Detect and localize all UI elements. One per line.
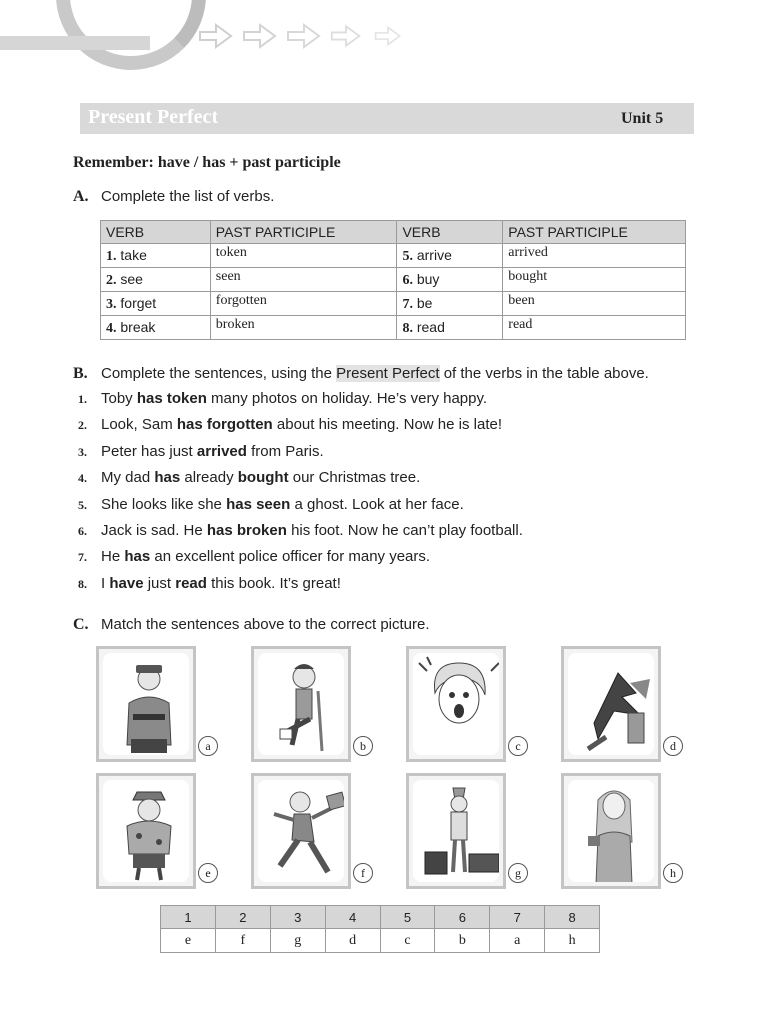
sentence-number: 4. <box>78 471 87 486</box>
boy-on-crutches-icon <box>258 653 344 755</box>
answer-text: bought <box>237 469 289 487</box>
sentence-item <box>0 443 700 463</box>
picture-label-badge: b <box>353 736 373 756</box>
sentence-item <box>0 522 700 542</box>
sentence-fragment: Look, Sam <box>101 416 177 434</box>
header-bar-decoration <box>0 36 150 50</box>
picture-label-badge: e <box>198 863 218 883</box>
unit-label: Unit 5 <box>621 110 664 127</box>
shocked-woman-icon <box>413 653 499 755</box>
answer-number: 3 <box>270 906 325 929</box>
picture-label-badge: a <box>198 736 218 756</box>
sentence-number: 8. <box>78 576 87 591</box>
answer-text: arrived <box>196 442 247 460</box>
past-participle-answer: arrived <box>503 244 686 268</box>
section-b-letter: B. <box>73 365 88 382</box>
verb-cell: 4. break <box>101 316 211 340</box>
sentence-fragment: many photos on holiday. He’s very happy. <box>206 390 488 407</box>
answer-number: 8 <box>545 906 600 929</box>
answer-text: has token <box>136 390 207 407</box>
answer-number: 1 <box>161 906 216 929</box>
sentence-text <box>101 522 523 539</box>
sentence-item <box>0 416 700 436</box>
answer-text: has broken <box>206 522 287 539</box>
girl-with-book-icon <box>568 780 654 882</box>
past-participle-answer: read <box>503 316 686 340</box>
past-participle-answer: been <box>503 292 686 316</box>
sentence-fragment: our Christmas tree. <box>288 469 421 487</box>
answer-letter: d <box>325 929 380 953</box>
picture-d <box>561 646 661 762</box>
sentence-item <box>0 575 700 595</box>
picture-frame <box>103 653 189 755</box>
verb-cell: 6. buy <box>397 268 503 292</box>
sentence-item <box>0 496 700 516</box>
section-b-instruction <box>101 365 649 382</box>
answer-table <box>160 905 600 953</box>
picture-e <box>96 773 196 889</box>
verb-row <box>101 244 686 268</box>
tourist-icon <box>103 780 189 882</box>
sentence-item <box>0 390 700 410</box>
remember-rule: Remember: have / has + past participle <box>73 154 341 171</box>
answer-number: 7 <box>490 906 545 929</box>
section-c-instruction: Match the sentences above to the correct picture. <box>101 616 430 633</box>
past-participle-answer: bought <box>503 268 686 292</box>
answer-text: has forgotten <box>176 416 273 434</box>
section-a-instruction: Complete the list of verbs. <box>101 188 275 205</box>
arrow-right-icon <box>374 22 402 50</box>
police-officer-icon <box>103 653 189 755</box>
col-past-participle: PAST PARTICIPLE <box>210 221 397 244</box>
past-participle-answer: broken <box>210 316 397 340</box>
sentence-fragment: his foot. Now he can’t play football. <box>286 522 523 539</box>
answer-letter: g <box>270 929 325 953</box>
picture-frame <box>568 780 654 882</box>
sentence-text <box>101 469 420 486</box>
sentence-fragment: My dad <box>101 469 155 487</box>
verb-cell: 1. take <box>101 244 211 268</box>
verb-cell: 7. be <box>397 292 503 316</box>
answer-number: 2 <box>215 906 270 929</box>
sentence-item <box>0 469 700 489</box>
running-late-man-icon <box>258 780 344 882</box>
sentence-number: 3. <box>78 444 87 459</box>
sentence-number: 7. <box>78 550 87 565</box>
sentence-fragment: a ghost. Look at her face. <box>290 495 464 513</box>
answer-text: has <box>124 548 151 566</box>
sentence-number: 1. <box>78 392 87 406</box>
sentence-fragment: an excellent police officer for many years. <box>150 548 431 566</box>
sentence-fragment: this book. It’s great! <box>206 574 341 592</box>
sentence-fragment: Toby <box>101 390 137 407</box>
picture-frame <box>258 653 344 755</box>
picture-label-badge: d <box>663 736 683 756</box>
sentence-fragment: just <box>143 574 176 592</box>
answer-letter: h <box>545 929 600 953</box>
sentence-fragment: Peter has just <box>101 442 197 460</box>
picture-g <box>406 773 506 889</box>
arrow-right-icon <box>286 22 322 50</box>
picture-frame <box>103 780 189 882</box>
arrow-right-icon <box>242 22 278 50</box>
sentence-fragment: Jack is sad. He <box>101 522 207 539</box>
verb-table-header <box>101 221 686 244</box>
verb-number: 5. <box>402 248 413 264</box>
sentence-item <box>0 548 700 568</box>
picture-a <box>96 646 196 762</box>
page-title: Present Perfect <box>88 106 219 128</box>
verb-cell: 3. forget <box>101 292 211 316</box>
section-c-letter: C. <box>73 616 89 633</box>
answer-text: read <box>175 574 207 592</box>
picture-b <box>251 646 351 762</box>
sentence-number: 2. <box>78 418 87 433</box>
past-participle-answer: seen <box>210 268 397 292</box>
col-past-participle: PAST PARTICIPLE <box>503 221 686 244</box>
answer-letter: b <box>435 929 490 953</box>
verb-cell: 2. see <box>101 268 211 292</box>
picture-frame <box>413 780 499 882</box>
verb-number: 3. <box>106 296 117 312</box>
sentence-number: 6. <box>78 524 87 538</box>
instruction-text: Complete the sentences, using the <box>101 365 337 382</box>
christmas-tree-carrier-icon <box>568 653 654 755</box>
section-a-letter: A. <box>73 188 89 205</box>
verb-number: 7. <box>402 296 413 312</box>
verb-number: 1. <box>106 248 117 264</box>
verb-number: 4. <box>106 320 117 336</box>
answer-text: has <box>154 469 181 487</box>
sentence-fragment: from Paris. <box>246 442 324 460</box>
answer-letter: c <box>380 929 435 953</box>
answer-table-header <box>161 906 600 929</box>
picture-h <box>561 773 661 889</box>
sentence-text <box>101 496 464 513</box>
answer-letter: a <box>490 929 545 953</box>
verb-number: 8. <box>402 320 413 336</box>
sentence-fragment: I <box>101 574 110 592</box>
picture-label-badge: g <box>508 863 528 883</box>
sentence-text <box>101 443 324 460</box>
verb-cell: 8. read <box>397 316 503 340</box>
col-verb: VERB <box>397 221 503 244</box>
verb-row <box>101 292 686 316</box>
answer-letter: e <box>161 929 216 953</box>
picture-frame <box>568 653 654 755</box>
verb-row <box>101 268 686 292</box>
sentence-fragment: already <box>180 469 238 487</box>
instruction-text: of the verbs in the table above. <box>439 365 649 382</box>
sentence-text <box>101 416 502 433</box>
past-participle-answer: forgotten <box>210 292 397 316</box>
picture-frame <box>258 780 344 882</box>
traveller-with-suitcases-icon <box>413 780 499 882</box>
verb-number: 2. <box>106 272 117 288</box>
answer-letter: f <box>215 929 270 953</box>
sentence-fragment: about his meeting. Now he is late! <box>272 416 503 434</box>
picture-label-badge: h <box>663 863 683 883</box>
verb-number: 6. <box>402 272 413 288</box>
picture-f <box>251 773 351 889</box>
picture-label-badge: f <box>353 863 373 883</box>
arrow-right-icon <box>330 22 362 50</box>
header-ring-decoration <box>56 0 206 70</box>
sentence-text <box>101 575 341 592</box>
answer-text: has seen <box>226 495 291 513</box>
answer-number: 6 <box>435 906 490 929</box>
answer-number: 5 <box>380 906 435 929</box>
col-verb: VERB <box>101 221 211 244</box>
answer-table-row <box>161 929 600 953</box>
sentence-number: 5. <box>78 497 87 512</box>
verb-table <box>100 220 686 340</box>
answer-number: 4 <box>325 906 380 929</box>
picture-frame <box>413 653 499 755</box>
present-perfect-highlight: Present Perfect <box>336 365 440 382</box>
arrow-right-icon <box>198 22 234 50</box>
sentence-text <box>101 548 430 565</box>
verb-cell: 5. arrive <box>397 244 503 268</box>
past-participle-answer: token <box>210 244 397 268</box>
picture-c <box>406 646 506 762</box>
sentence-fragment: He <box>101 548 125 566</box>
sentence-fragment: She looks like she <box>101 495 227 513</box>
sentence-text <box>101 390 487 407</box>
answer-text: have <box>109 574 144 592</box>
verb-row <box>101 316 686 340</box>
picture-label-badge: c <box>508 736 528 756</box>
